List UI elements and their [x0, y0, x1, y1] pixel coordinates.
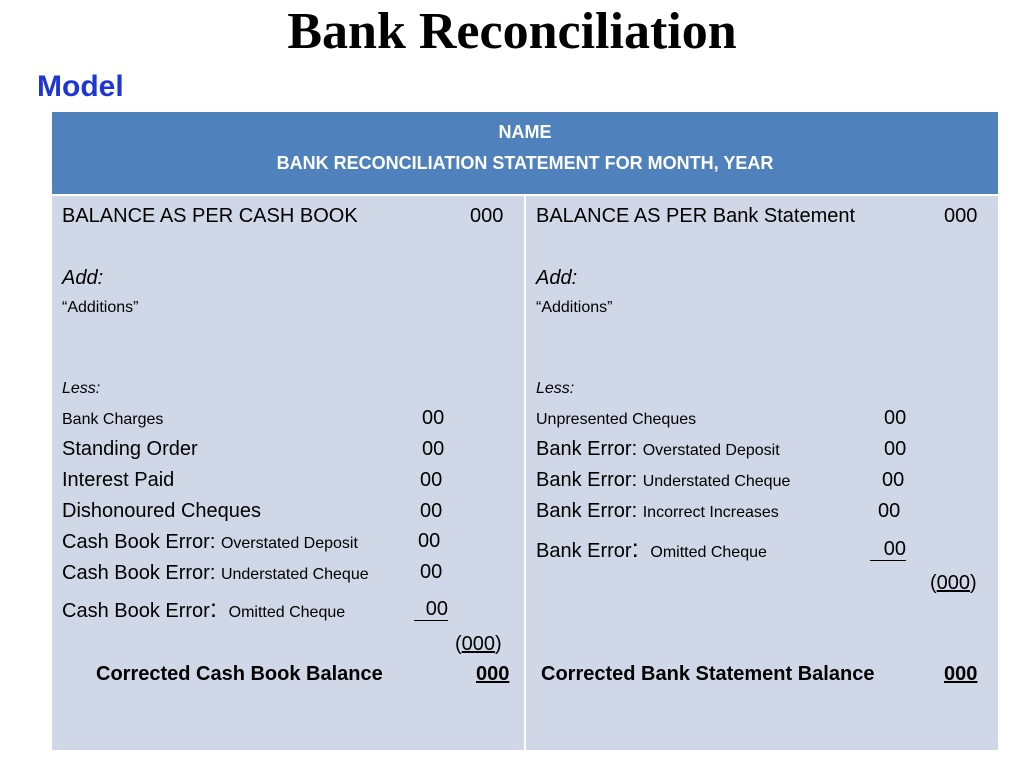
- cash-book-add-label: Add:: [62, 267, 104, 289]
- table-header: [52, 112, 998, 194]
- bank-error-omitted-value: 00: [870, 538, 906, 561]
- corrected-bank-statement-value: 000: [944, 663, 978, 685]
- interest-paid-label: Interest Paid: [62, 469, 175, 491]
- cb-error-prefix: Cash Book Error:: [62, 531, 216, 553]
- cb-error-prefix: Cash Book Error:: [62, 562, 216, 584]
- cash-book-additions: “Additions”: [62, 299, 139, 316]
- header-statement-title: BANK RECONCILIATION STATEMENT FOR MONTH, YEAR: [276, 153, 774, 173]
- unpresented-cheques-label: Unpresented Cheques: [536, 411, 697, 428]
- corrected-cash-book-label: Corrected Cash Book Balance: [96, 663, 383, 685]
- bank-statement-column: [526, 196, 998, 750]
- bank-error-understated-text: Understated Cheque: [642, 473, 791, 490]
- cb-error-overstated-text: Overstated Deposit: [220, 535, 358, 552]
- bank-charges-label: Bank Charges: [62, 411, 164, 428]
- cb-error-prefix: Cash Book Error: [62, 600, 210, 622]
- bank-error-incorrect-text: Incorrect Increases: [642, 504, 779, 521]
- cb-error-omitted-cheque: [62, 593, 346, 625]
- bank-error-prefix: Bank Error:: [536, 500, 638, 522]
- bank-statement-less-label: Less:: [536, 380, 575, 397]
- header-name: NAME: [498, 122, 552, 142]
- bank-error-prefix: Bank Error:: [536, 438, 638, 460]
- bank-statement-opening-value: 000: [944, 205, 978, 227]
- bank-error-colon: :: [631, 533, 639, 563]
- bank-error-understated-cheque: [536, 468, 790, 494]
- bank-error-omitted-cheque: [536, 533, 767, 565]
- bank-error-prefix: Bank Error:: [536, 469, 638, 491]
- cash-book-column: [52, 196, 524, 750]
- bank-error-omitted-text: Omitted Cheque: [650, 544, 767, 561]
- bank-error-incorrect-value: 00: [878, 500, 901, 522]
- bank-error-overstated-text: Overstated Deposit: [642, 442, 780, 459]
- bank-error-overstated-value: 00: [884, 438, 907, 460]
- unpresented-cheques-value: 00: [884, 407, 907, 429]
- cash-book-opening-value: 000: [470, 205, 504, 227]
- dishonoured-cheques-label: Dishonoured Cheques: [62, 500, 262, 522]
- cb-error-understated-text: Understated Cheque: [220, 566, 369, 583]
- bank-error-incorrect-increases: [536, 499, 779, 525]
- page-title: Bank Reconciliation: [287, 3, 737, 60]
- bank-error-understated-value: 00: [882, 469, 905, 491]
- standing-order-value: 00: [422, 438, 445, 460]
- bank-charges-value: 00: [422, 407, 445, 429]
- cb-error-colon: :: [209, 593, 218, 623]
- cash-book-opening-label: BALANCE AS PER CASH BOOK: [62, 205, 358, 227]
- bank-statement-add-label: Add:: [536, 267, 578, 289]
- corrected-cash-book-value: 000: [476, 663, 510, 685]
- bank-statement-additions: “Additions”: [536, 299, 613, 316]
- cb-error-omitted-text: Omitted Cheque: [228, 604, 346, 621]
- cb-error-omitted-value: 00: [414, 598, 448, 621]
- bank-statement-opening-label: BALANCE AS PER Bank Statement: [536, 205, 856, 227]
- cb-error-understated-cheque: [62, 561, 369, 587]
- standing-order-label: Standing Order: [62, 438, 198, 460]
- interest-paid-value: 00: [420, 469, 443, 491]
- bank-error-prefix: Bank Error: [536, 540, 632, 562]
- cb-error-overstated-deposit: [62, 530, 358, 556]
- subtitle: Model: [37, 70, 124, 103]
- corrected-bank-statement-label: Corrected Bank Statement Balance: [541, 663, 875, 685]
- bank-statement-less-total: (000): [930, 572, 977, 594]
- cash-book-less-label: Less:: [62, 380, 101, 397]
- cb-error-understated-value: 00: [420, 561, 443, 583]
- dishonoured-cheques-value: 00: [420, 500, 443, 522]
- bank-error-overstated-deposit: [536, 437, 780, 463]
- cash-book-less-total: (000): [455, 633, 502, 655]
- cb-error-overstated-value: 00: [418, 530, 441, 552]
- reconciliation-table: [52, 112, 998, 750]
